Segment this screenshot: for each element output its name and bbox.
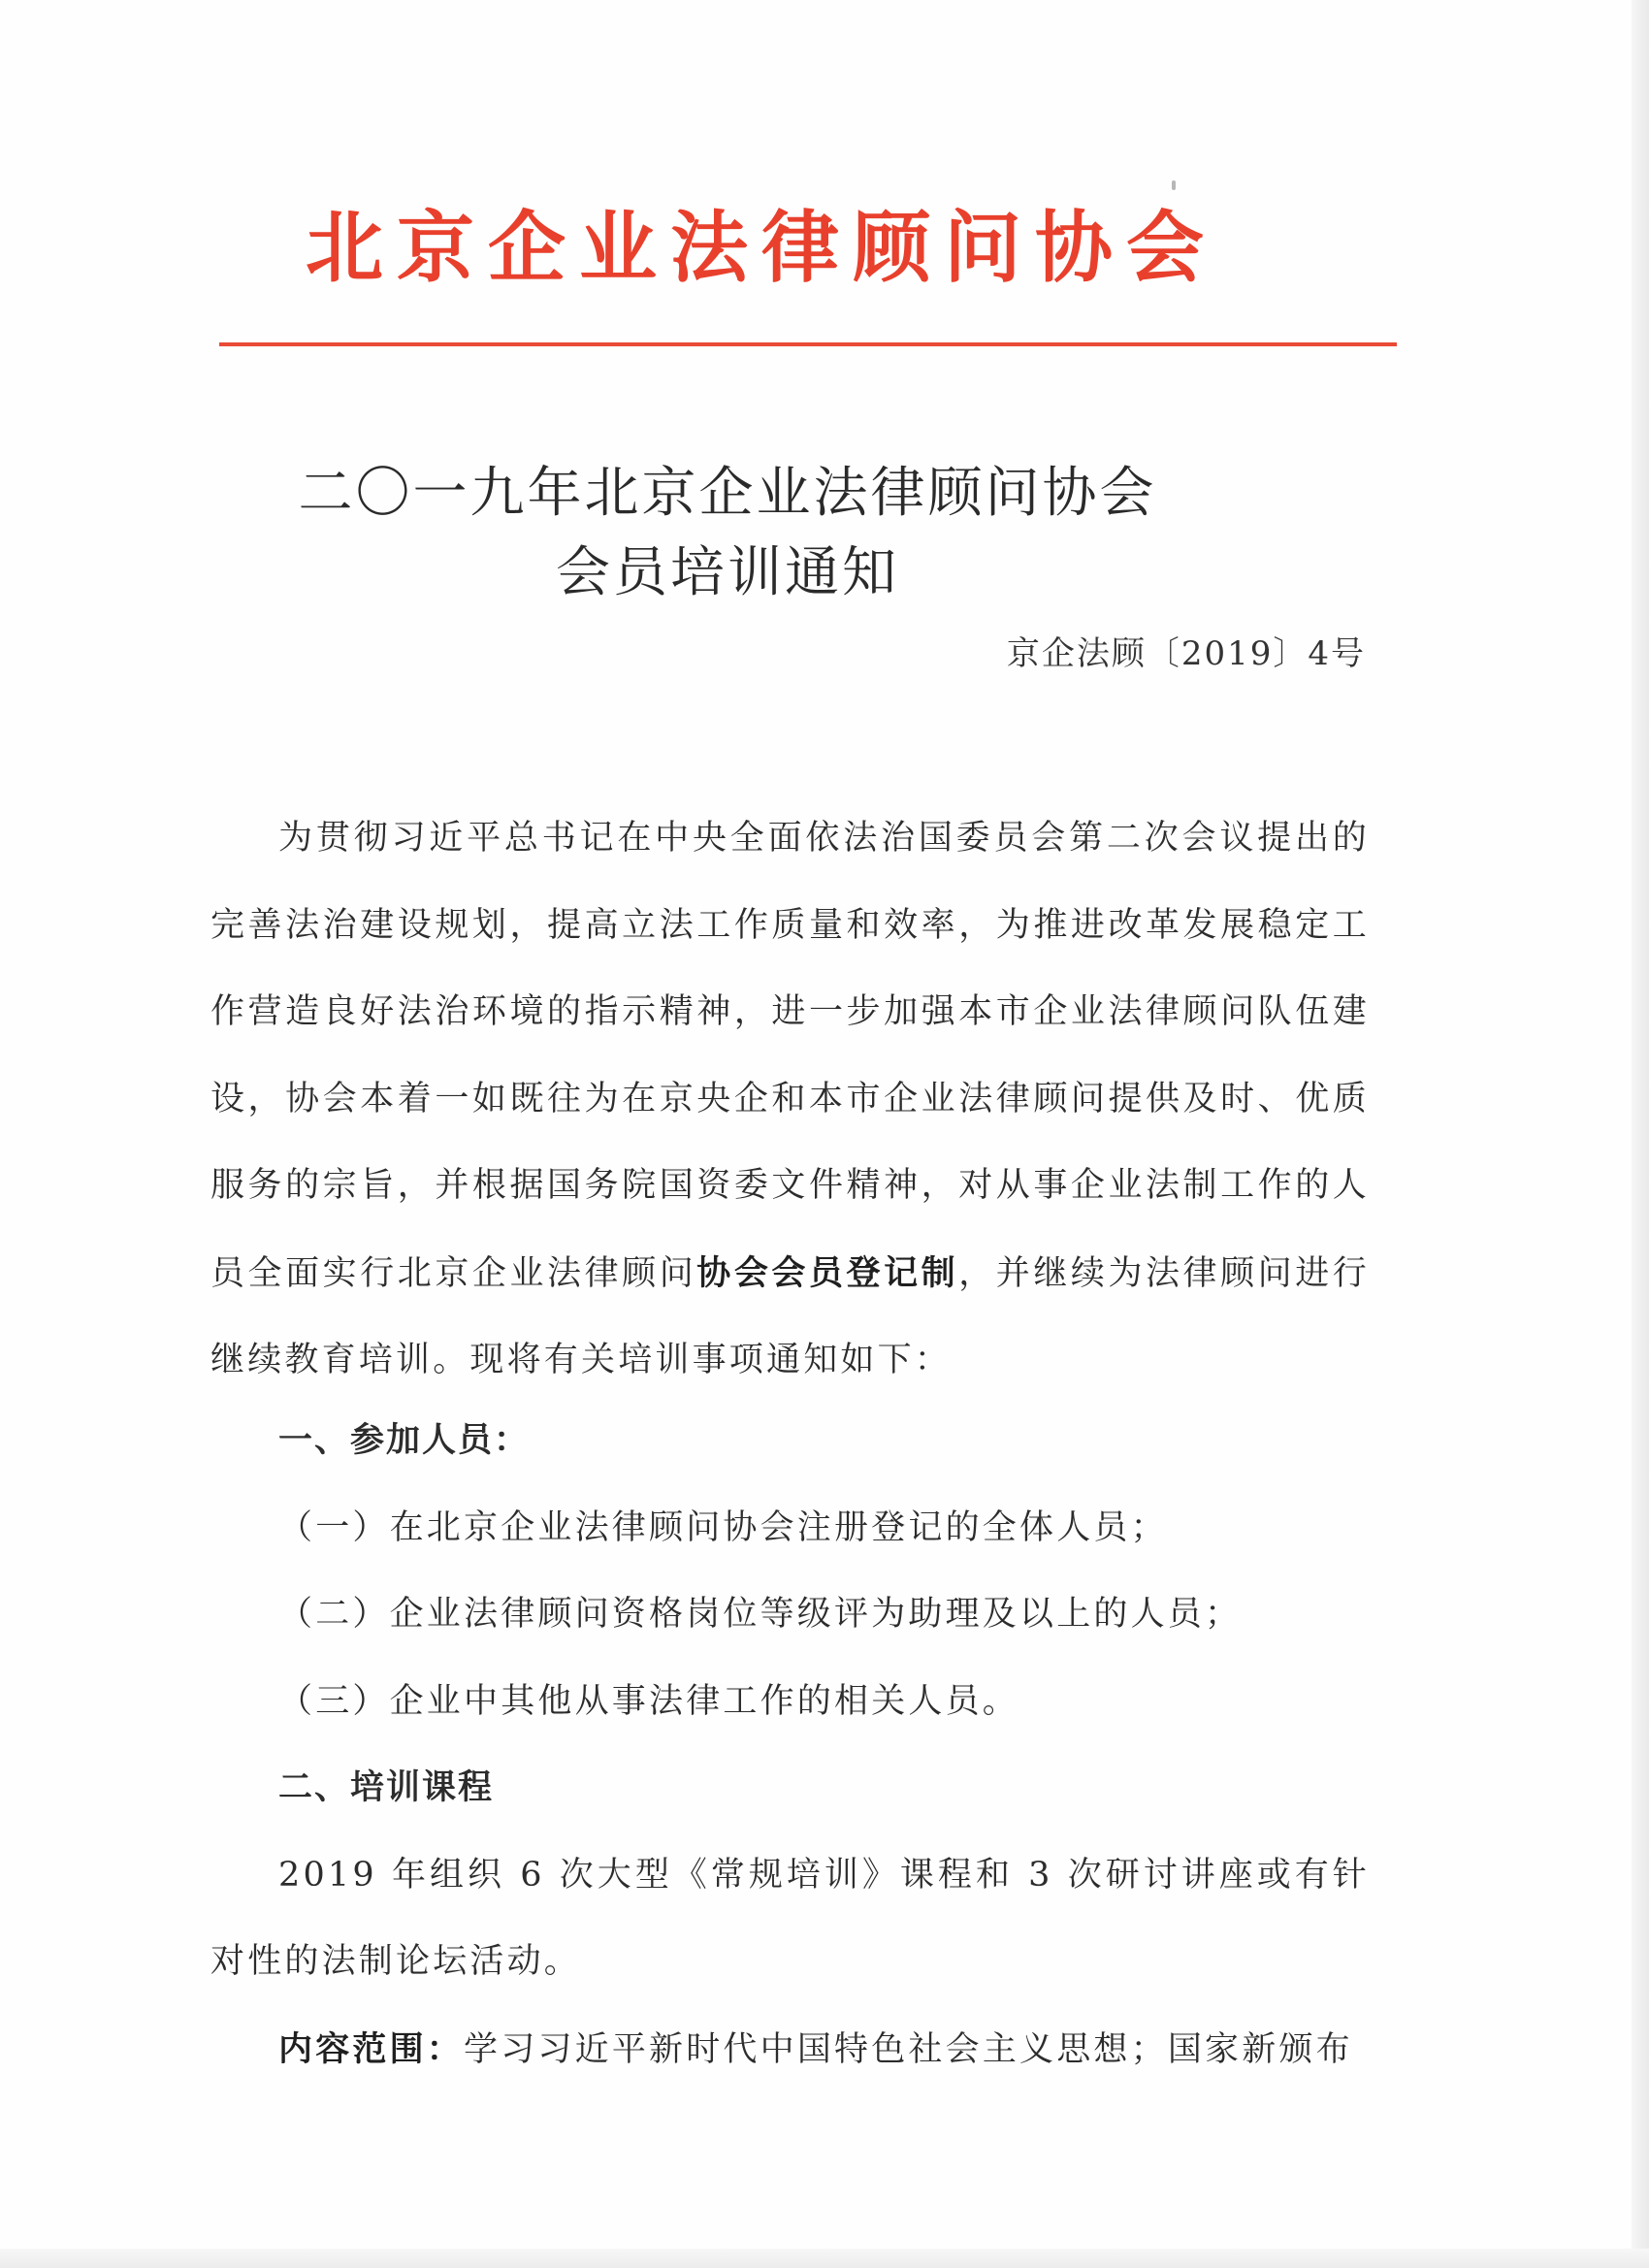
- document-number: 京企法顾〔2019〕4号: [1006, 634, 1366, 673]
- intro-text-part-2: ，并继续为法律顾问进行继续教育培训。现将有关培训事项通知如下：: [210, 1253, 1370, 1379]
- content-scope-text: 学习习近平新时代中国特色社会主义思想；国家新颁布: [464, 2029, 1353, 2069]
- letterhead-red-rule: [219, 342, 1397, 346]
- scan-edge-right: [1632, 0, 1649, 2268]
- content-scope-line: [210, 2006, 1370, 2094]
- section-2: [210, 1745, 1370, 2093]
- scan-speck: [1172, 180, 1176, 190]
- intro-paragraph: [210, 795, 1370, 1405]
- section-1: [210, 1398, 1370, 1745]
- section-1-heading: 一、参加人员：: [278, 1421, 531, 1460]
- scan-edge-bottom: [0, 2249, 1649, 2268]
- section-1-item: （三）企业中其他从事法律工作的相关人员。: [278, 1681, 1020, 1721]
- intro-block: [210, 795, 1370, 1405]
- section-1-item: （二）企业法律顾问资格岗位等级评为助理及以上的人员；: [278, 1595, 1243, 1634]
- letterhead-org-name: 北京企业法律顾问协会: [306, 203, 1217, 293]
- intro-text-part-1: 为贯彻习近平总书记在中央全面依法治国委员会第二次会议提出的完善法治建设规划，提高立法工作质量和效率，为推进改革发展稳定工作营造良好法治环境的指示精神，进一步加强本市企业法律顾问队伍建设，协会本着一如既往为在京央企和本市企业法律顾问提供及时、优质服务的宗旨，并根据国务院国资委文件精神，对从事企业法制工作的人员全面实行北京企业法律顾问: [210, 819, 1370, 1293]
- section-2-heading: 二、培训课程: [278, 1768, 495, 1807]
- section-2-paragraph: 2019 年组织 6 次大型《常规培训》课程和 3 次研讨讲座或有针对性的法制论坛活动。: [210, 1855, 1370, 1981]
- document-title-line-2: 会员培训通知: [556, 541, 899, 604]
- intro-bold-phrase: 协会会员登记制: [696, 1252, 959, 1293]
- content-scope-label: 内容范围：: [278, 2028, 465, 2069]
- document-title-line-1: 二〇一九年北京企业法律顾问协会: [298, 462, 1157, 525]
- section-1-item: （一）在北京企业法律顾问协会注册登记的全体人员；: [278, 1507, 1168, 1547]
